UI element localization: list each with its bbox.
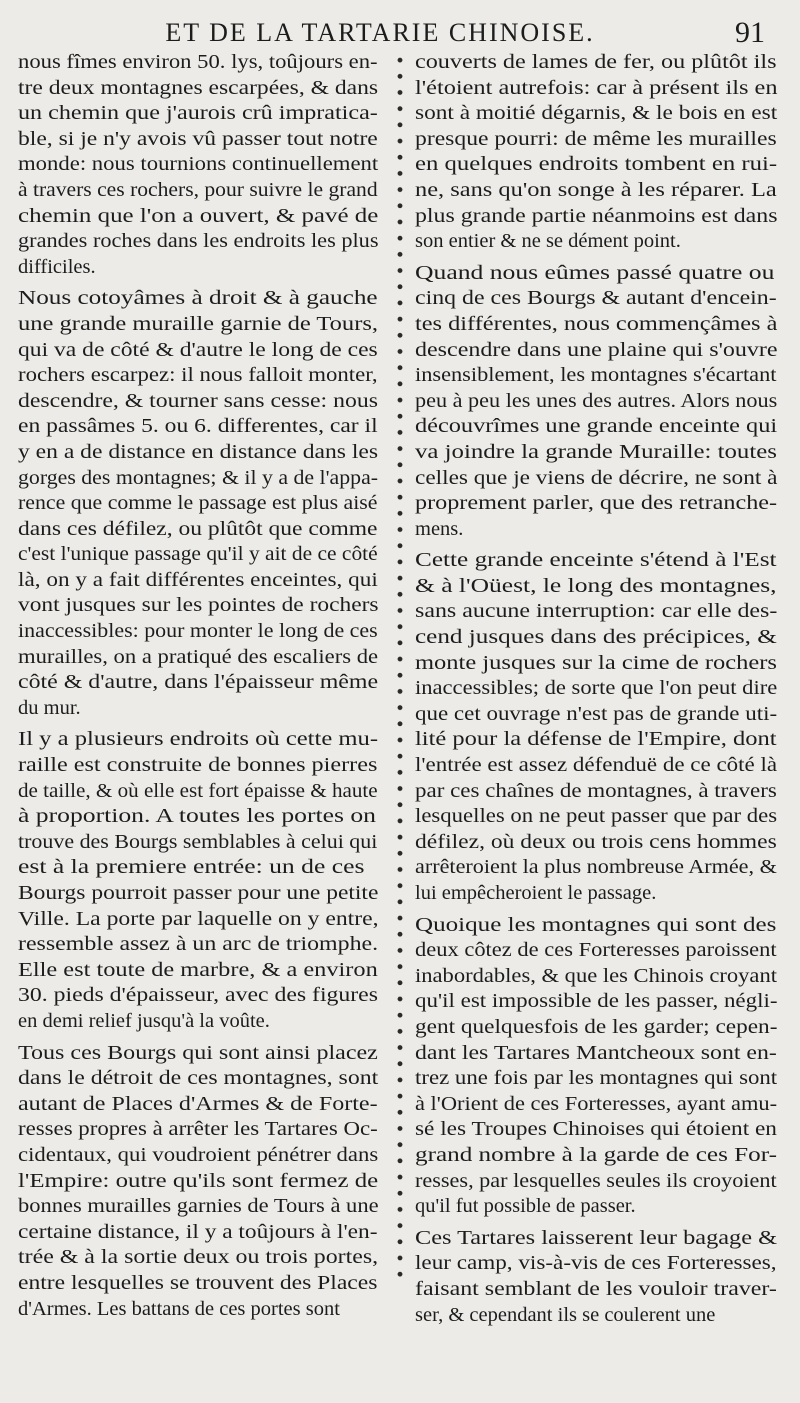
text-line: par ces chaînes de montagnes, à travers [415, 779, 777, 802]
text-line: ble, si je n'y avois vû passer tout notre [18, 127, 378, 150]
text-line: mens. [415, 517, 464, 540]
text-line: murailles, on a pratiqué des escaliers de [18, 645, 379, 668]
text-line: un chemin que j'aurois crû impratica- [18, 102, 378, 125]
text-line: là, on y a fait différentes enceintes, qui [18, 568, 378, 591]
paragraph [415, 261, 777, 543]
paragraph [18, 286, 378, 721]
paragraph [415, 50, 777, 255]
text-line: Bourgs pourroit passer pour une petite [18, 882, 379, 904]
text-line: raille est construite de bonnes pierres [18, 754, 378, 777]
text-line: plus grande partie néanmoins est dans [415, 204, 778, 227]
text-line: couverts de lames de fer, ou plûtôt ils [415, 51, 777, 73]
page-number: 91 [735, 16, 765, 49]
text-line: cidentaux, qui voudroient pénétrer dans [18, 1143, 379, 1166]
text-line: autant de Places d'Armes & de Forte- [18, 1092, 378, 1115]
text-line: qu'il fut possible de passer. [415, 1195, 636, 1218]
text-line: d'Armes. Les battans de ces portes sont [18, 1297, 340, 1320]
text-line: inaccessibles; de sorte que l'on peut dire [415, 677, 778, 700]
text-line: faisant semblant de les vouloir traver- [415, 1277, 777, 1300]
text-line: tes différentes, nous commençâmes à [415, 312, 778, 335]
text-line: trée & à la sortie deux ou trois portes, [18, 1246, 379, 1269]
text-line: arrêteroient la plus nombreuse Armée, & [415, 856, 777, 879]
text-line: vont jusques sur les pointes de rochers [18, 594, 379, 617]
text-line: à l'Orient de ces Forteresses, ayant amu- [415, 1092, 778, 1115]
paragraph [18, 1041, 378, 1323]
text-line: dans le détroit de ces montagnes, sont [18, 1067, 379, 1090]
text-line: sans aucune interruption: car elle des- [415, 600, 778, 623]
text-line: entre lesquelles se trouvent des Places [18, 1271, 378, 1294]
text-line: descendre dans une plaine qui s'ouvre [415, 338, 778, 361]
text-line: à proportion. A toutes les portes on [18, 805, 377, 828]
text-line: Quand nous eûmes passé quatre ou [415, 261, 775, 284]
text-line: est à la premiere entrée: un de ces [18, 856, 365, 879]
text-line: & à l'Oüest, le long des montagnes, [415, 574, 777, 597]
paragraph [415, 913, 777, 1220]
ornamental-column-divider [390, 52, 410, 1277]
left-column [18, 50, 378, 1328]
text-line: son entier & ne se dément point. [415, 230, 681, 253]
text-line: peu à peu les unes des autres. Alors nous [415, 389, 778, 412]
text-line: côté & d'autre, dans l'épaisseur même [18, 671, 379, 694]
text-line: trouve des Bourgs semblables à celui qui [18, 830, 378, 853]
text-line: certaine distance, il y a toûjours à l'en- [18, 1220, 378, 1243]
text-line: que cet ouvrage n'est pas de grande uti- [415, 702, 778, 725]
text-line: ressemble assez à un arc de triomphe. [18, 933, 379, 956]
text-line: grand nombre à la garde de ces For- [415, 1143, 777, 1166]
text-line: sé les Troupes Chinoises qui étoient en [415, 1118, 777, 1141]
text-line: lui empêcheroient le passage. [415, 882, 657, 904]
paragraph [415, 1226, 777, 1328]
text-line: l'entrée est assez défenduë de ce côté là [415, 754, 778, 777]
text-line: de taille, & où elle est fort épaisse & haute [18, 779, 378, 802]
text-line: bonnes murailles garnies de Tours à une [18, 1195, 379, 1218]
paragraph [18, 727, 378, 1034]
text-line: cend jusques dans des précipices, & [415, 626, 777, 649]
text-line: une grande muraille garnie de Tours, [18, 312, 379, 335]
running-title: ET DE LA TARTARIE CHINOISE. [165, 18, 595, 47]
text-line: resses propres à arrêter les Tartares Oc- [18, 1118, 378, 1141]
text-line: va joindre la grande Muraille: toutes [415, 440, 777, 463]
text-line: qui va de côté & d'autre le long de ces [18, 338, 378, 361]
text-line: l'Empire: outre qu'ils sont fermez de [18, 1169, 379, 1192]
text-line: Nous cotoyâmes à droit & à gauche [18, 287, 378, 310]
text-line: l'étoient autrefois: car à présent ils en [415, 76, 778, 99]
text-line: qu'il est impossible de les passer, négli- [415, 990, 778, 1013]
text-line: Tous ces Bourgs qui sont ainsi placez [18, 1041, 378, 1064]
text-line: monte jusques sur la cime de rochers [415, 651, 777, 674]
text-line: inabordables, & que les Chinois croyant [415, 964, 777, 987]
text-line: rence que comme le passage est plus aisé [18, 492, 378, 515]
text-line: insensiblement, les montagnes s'écartant [415, 364, 777, 387]
text-line: c'est l'unique passage qu'il y ait de ce côté [18, 543, 378, 566]
text-line: Cette grande enceinte s'étend à l'Est [415, 549, 777, 572]
text-line: ser, & cependant ils se coulerent une [415, 1303, 716, 1326]
text-line: ne, sans qu'on songe à les réparer. La [415, 178, 777, 201]
text-line: dant les Tartares Mantcheoux sont en- [415, 1041, 777, 1064]
text-line: difficiles. [18, 255, 96, 278]
paragraph [415, 548, 777, 906]
text-line: gent quelquesfois de les garder; cepen- [415, 1015, 778, 1038]
text-line: Il y a plusieurs endroits où cette mu- [18, 728, 379, 751]
text-line: y en a de distance en distance dans les [18, 440, 379, 463]
text-line: Quoique les montagnes qui sont des [415, 913, 777, 936]
text-line: dans ces défilez, ou plûtôt que comme [18, 517, 378, 540]
text-line: tre deux montagnes escarpées, & dans [18, 76, 379, 99]
text-line: inaccessibles: pour monter le long de ces [18, 620, 378, 643]
text-line: celles que je viens de décrire, ne sont à [415, 466, 778, 489]
text-line: chemin que l'on a ouvert, & pavé de [18, 204, 379, 227]
paragraph [18, 50, 378, 280]
text-line: trez une fois par les montagnes qui sont [415, 1067, 778, 1090]
text-line: sont à moitié dégarnis, & le bois en est [415, 102, 778, 125]
text-line: du mur. [18, 696, 81, 719]
text-line: descendre, & tourner sans cesse: nous [18, 389, 378, 412]
text-line: deux côtez de ces Forteresses paroissent [415, 939, 777, 962]
text-line: presque pourri: de même les murailles [415, 127, 777, 150]
text-line: resses, par lesquelles seules ils croyoient [415, 1169, 777, 1192]
text-line: lité pour la défense de l'Empire, dont [415, 728, 777, 751]
text-line: lesquelles on ne peut passer que par des [415, 805, 778, 828]
text-line: Elle est toute de marbre, & a environ [18, 958, 378, 981]
text-line: à travers ces rochers, pour suivre le grand [18, 178, 378, 201]
text-line: 30. pieds d'épaisseur, avec des figures [18, 984, 378, 1007]
text-line: en demi relief jusqu'à la voûte. [18, 1009, 270, 1032]
text-line: en quelques endroits tombent en rui- [415, 153, 778, 176]
text-line: cinq de ces Bourgs & autant d'encein- [415, 287, 777, 310]
text-line: gorges des montagnes; & il y a de l'appa- [18, 466, 379, 489]
text-line: monde: nous tournions continuellement [18, 153, 379, 176]
text-line: Ville. La porte par laquelle on y entre, [18, 907, 379, 930]
right-column [415, 50, 777, 1334]
text-line: grandes roches dans les endroits les plus [18, 230, 379, 253]
text-line: nous fîmes environ 50. lys, toûjours en- [18, 51, 378, 73]
text-line: rochers escarpez: il nous falloit monter, [18, 364, 378, 387]
text-line: en passâmes 5. ou 6. differentes, car il [18, 415, 378, 438]
text-line: Ces Tartares laisserent leur bagage & [415, 1226, 778, 1249]
text-line: leur camp, vis-à-vis de ces Forteresses, [415, 1252, 777, 1275]
text-line: proprement parler, que des retranche- [415, 492, 778, 515]
text-line: défilez, où deux ou trois cens hommes [415, 830, 777, 853]
text-line: découvrîmes une grande enceinte qui [415, 415, 778, 438]
